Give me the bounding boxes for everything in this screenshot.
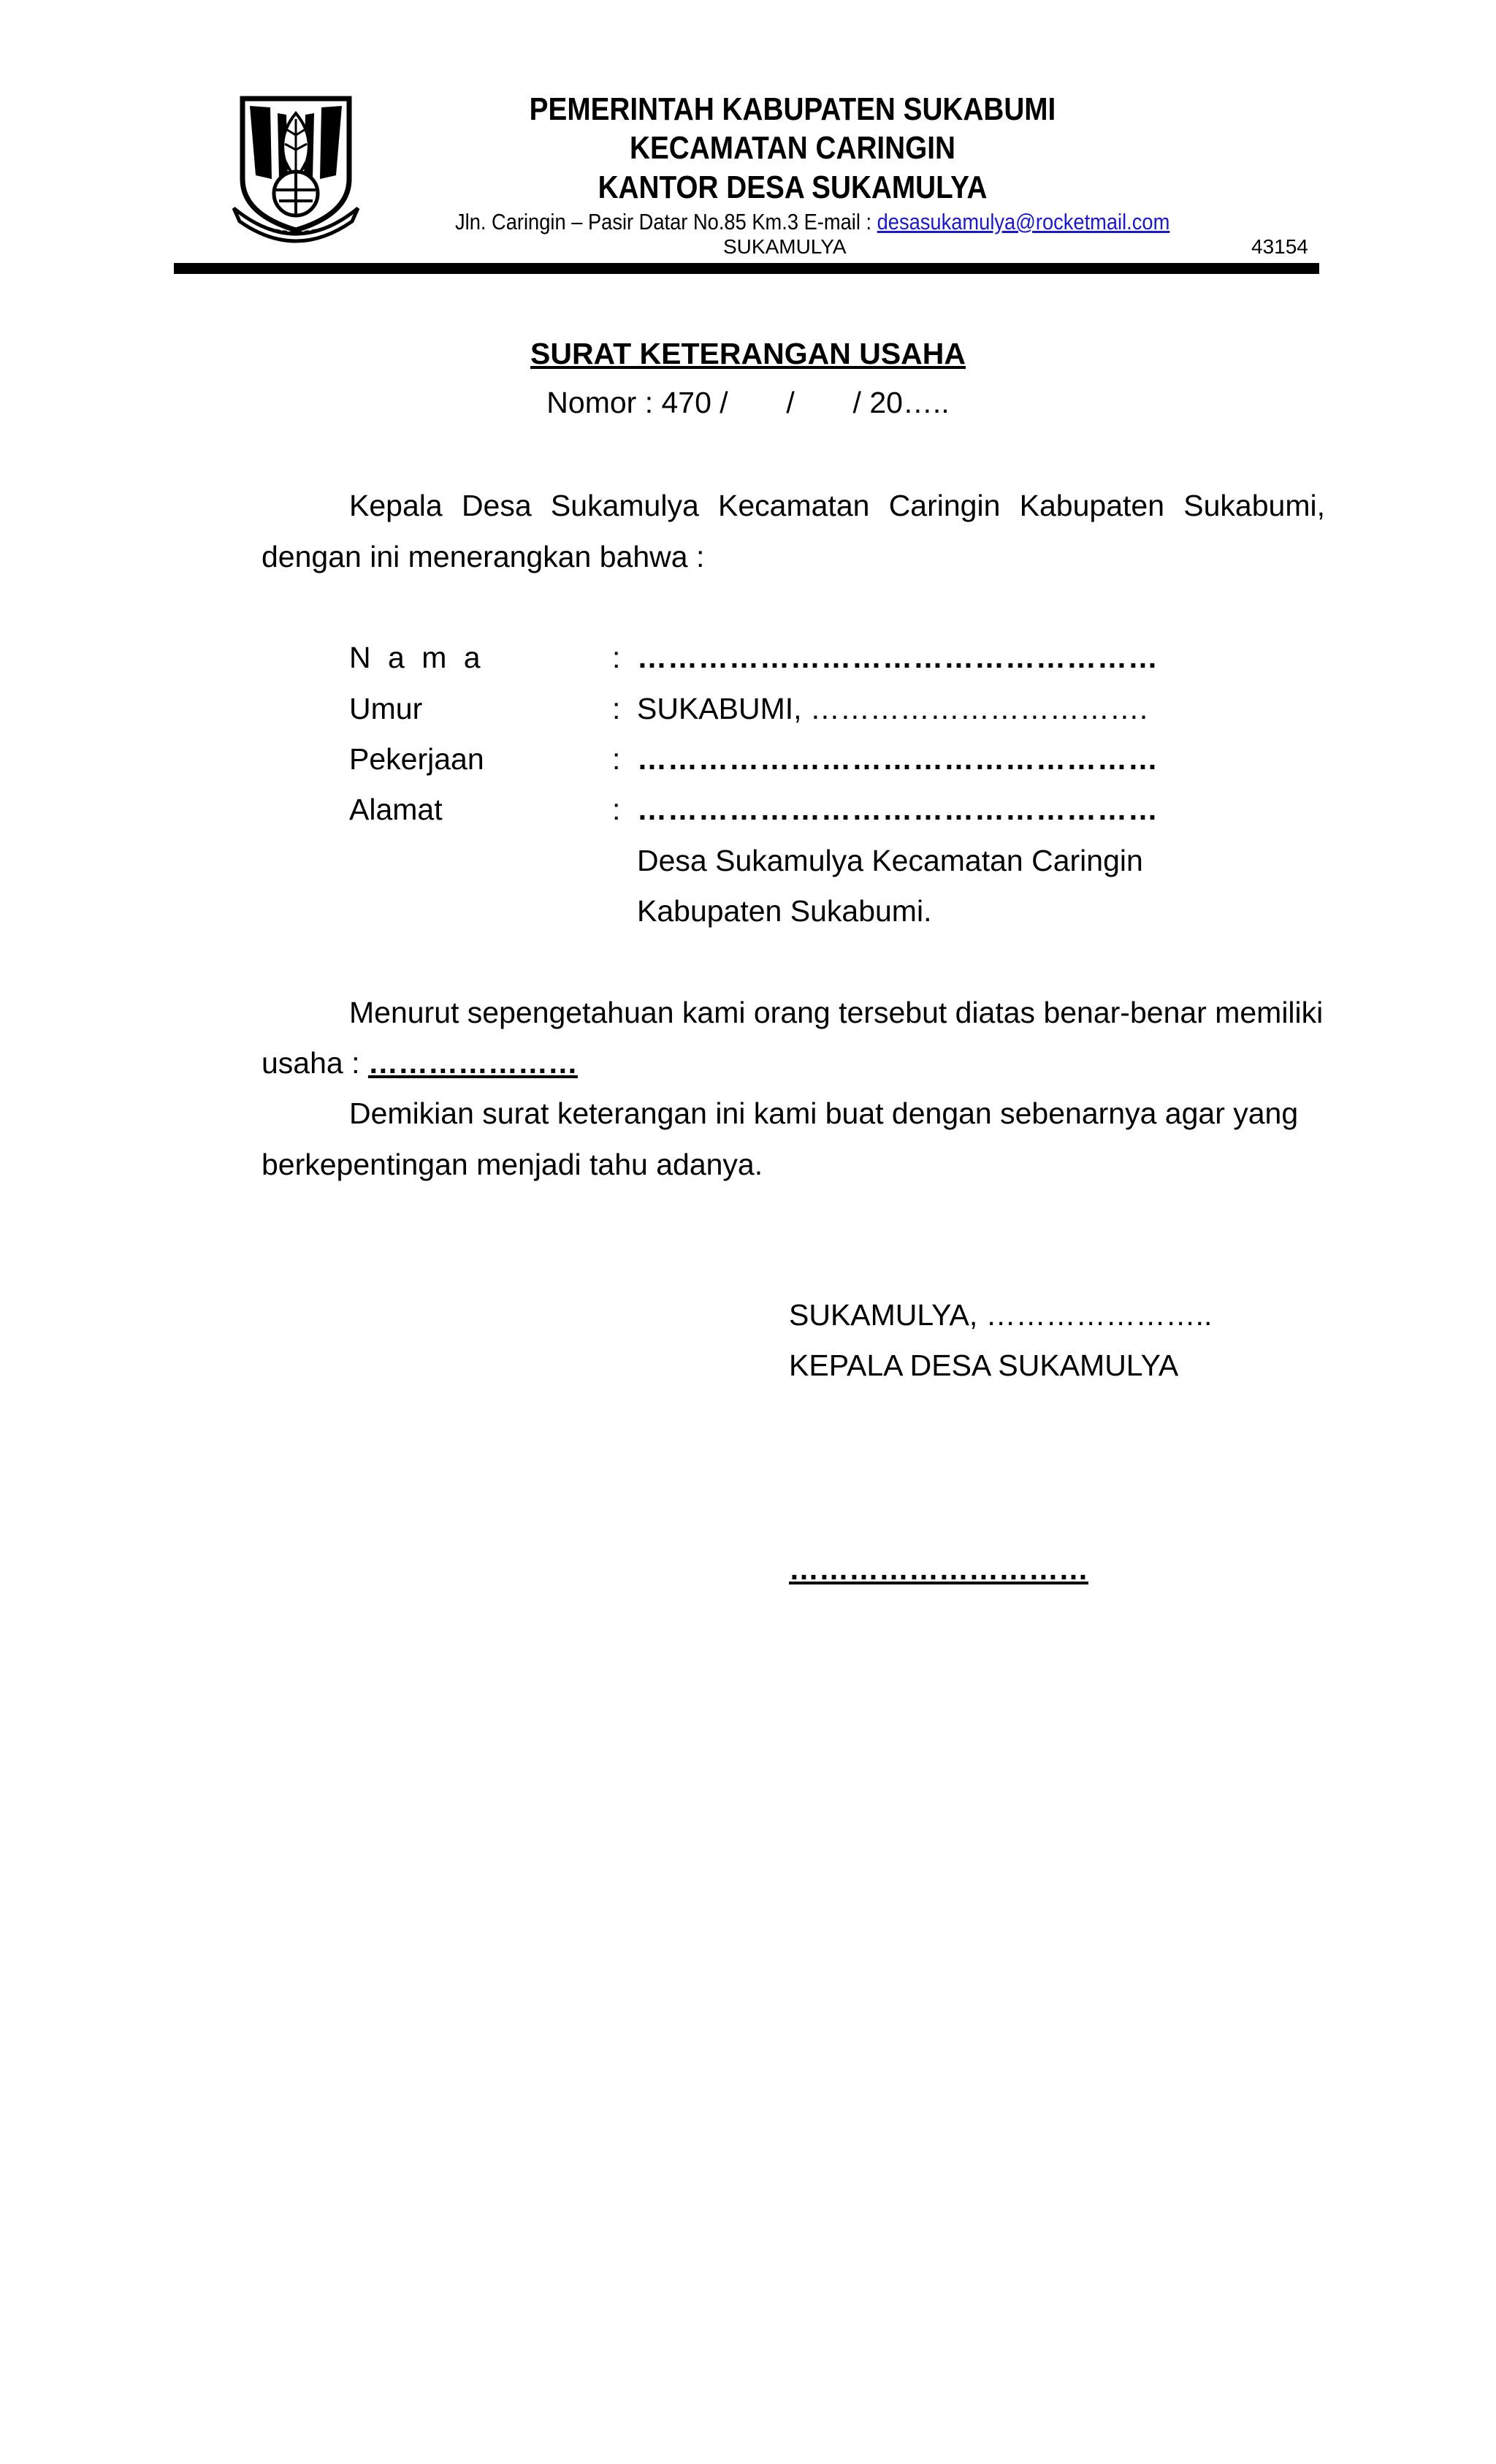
business-statement-line-1: Menurut sepengetahuan kami orang tersebut diatas benar-benar memiliki: [349, 996, 1324, 1029]
letterhead-government: PEMERINTAH KABUPATEN SUKABUMI: [529, 91, 1056, 127]
letterhead-office: KANTOR DESA SUKAMULYA: [598, 169, 988, 205]
letterhead-district: KECAMATAN CARINGIN: [630, 130, 955, 166]
alamat-line-3: Kabupaten Sukabumi.: [637, 894, 932, 928]
letterhead-divider: [174, 263, 1319, 274]
opening-line-2: dengan ini menerangkan bahwa :: [262, 540, 705, 573]
umur-label: Umur: [349, 692, 423, 725]
signature-position: KEPALA DESA SUKAMULYA: [789, 1349, 1179, 1382]
opening-line: [349, 488, 1325, 523]
opening-word: Kecamatan: [718, 489, 870, 522]
alamat-value: ……………………………………………: [637, 793, 1159, 826]
opening-word: Sukabumi,: [1183, 489, 1325, 522]
letterhead-postcode: 43154: [1251, 235, 1308, 258]
regency-emblem-icon: [226, 91, 365, 248]
business-statement-line-2: [262, 1045, 578, 1080]
document-number: Nomor : 470 / / / 20…..: [546, 386, 950, 419]
umur-value: SUKABUMI, …………………………….: [637, 692, 1148, 725]
signature-name-blank: …………………………: [789, 1552, 1088, 1586]
email-link[interactable]: desasukamulya@rocketmail.com: [877, 209, 1170, 234]
opening-word: Caringin: [888, 489, 1001, 522]
opening-word: Desa: [461, 489, 532, 522]
closing-line-2: berkepentingan menjadi tahu adanya.: [262, 1148, 763, 1181]
nama-value: ……………………………………………: [637, 641, 1159, 674]
pekerjaan-value: ……………………………………………: [637, 742, 1159, 776]
alamat-label: Alamat: [349, 793, 443, 826]
closing-line-1: Demikian surat keterangan ini kami buat dengan sebenarnya agar yang: [349, 1096, 1299, 1130]
opening-word: Kepala: [349, 489, 443, 522]
nama-colon: :: [612, 641, 621, 674]
pekerjaan-label: Pekerjaan: [349, 742, 484, 776]
opening-word: Kabupaten: [1019, 489, 1165, 522]
business-blank: …………………: [367, 1046, 578, 1080]
opening-word: Sukamulya: [550, 489, 699, 522]
address-text: Jln. Caringin – Pasir Datar No.85 Km.3 E-mail :: [455, 209, 877, 234]
letterhead-address: [455, 209, 1170, 235]
business-label: usaha :: [262, 1046, 368, 1080]
alamat-colon: :: [612, 793, 621, 826]
document-title: SURAT KETERANGAN USAHA: [530, 337, 966, 370]
nama-label: N a m a: [349, 641, 485, 674]
alamat-line-2: Desa Sukamulya Kecamatan Caringin: [637, 844, 1143, 877]
umur-colon: :: [612, 692, 621, 725]
letterhead-village: SUKAMULYA: [723, 235, 847, 258]
signature-place-date: SUKAMULYA, …………………..: [789, 1298, 1213, 1332]
pekerjaan-colon: :: [612, 742, 621, 776]
